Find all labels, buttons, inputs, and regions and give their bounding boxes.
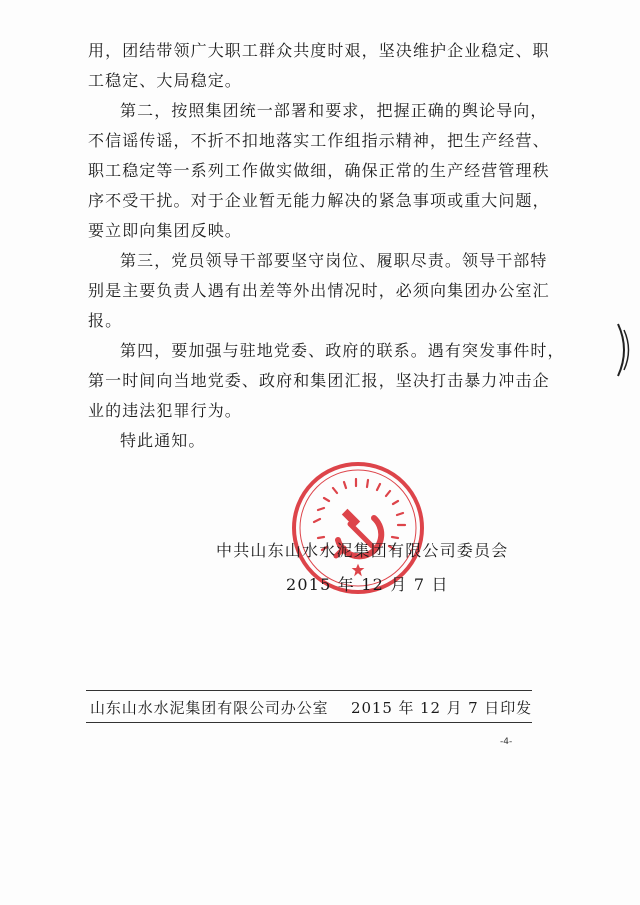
document-body (88, 36, 565, 456)
footer-print-date: 2015 年 12 月 7 日印发 (351, 699, 532, 717)
body-line: 报。 (88, 311, 123, 330)
body-line: 工稳定、大局稳定。 (88, 71, 242, 90)
body-line: 别是主要负责人遇有出差等外出情况时，必须向集团办公室汇 (88, 281, 550, 300)
body-line: 用，团结带领广大职工群众共度时艰，坚决维护企业稳定、职 (88, 41, 550, 60)
signing-organization: 中共山东山水水泥集团有限公司委员会 (216, 541, 509, 560)
body-line: 序不受干扰。对于企业暂无能力解决的紧急事项或重大问题， (88, 191, 550, 210)
body-line: 第四，要加强与驻地党委、政府的联系。遇有突发事件时， (120, 341, 565, 360)
signing-date: 2015 年 12 月 7 日 (286, 575, 449, 594)
footer-top-rule (86, 690, 532, 691)
body-line: 职工稳定等一系列工作做实做细，确保正常的生产经营管理秩 (88, 161, 550, 180)
footer-issuing-office: 山东山水水泥集团有限公司办公室 (90, 699, 329, 717)
footer-bottom-rule (86, 722, 532, 723)
binding-mark-icon (614, 320, 634, 380)
body-line: 要立即向集团反映。 (88, 221, 242, 240)
page-number: -4- (500, 737, 513, 747)
body-line: 第一时间向当地党委、政府和集团汇报，坚决打击暴力冲击企 (88, 371, 550, 390)
body-line: 特此通知。 (120, 431, 206, 450)
footer (90, 697, 532, 718)
body-line: 不信谣传谣，不折不扣地落实工作组指示精神，把生产经营、 (88, 131, 550, 150)
body-line: 第二，按照集团统一部署和要求，把握正确的舆论导向， (120, 101, 548, 120)
body-line: 第三，党员领导干部要坚守岗位、履职尽责。领导干部特 (120, 251, 548, 270)
body-line: 业的违法犯罪行为。 (88, 401, 242, 420)
